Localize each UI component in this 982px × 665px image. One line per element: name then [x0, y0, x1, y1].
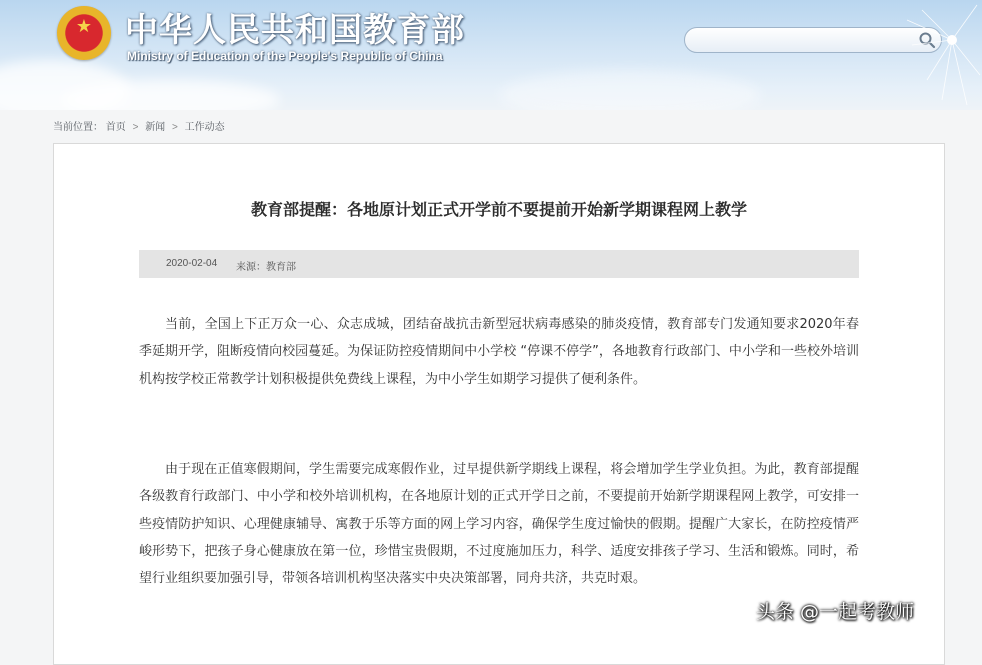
breadcrumb-news-link[interactable]: 新闻	[145, 122, 166, 133]
article-meta-bar	[139, 250, 859, 278]
breadcrumb-separator: >	[132, 122, 139, 133]
dandelion-icon	[882, 0, 982, 110]
site-header	[0, 0, 982, 110]
breadcrumb	[53, 118, 225, 133]
article-paragraph: 由于现在正值寒假期间，学生需要完成寒假作业，过早提供新学期线上课程，将会增加学生学业负担。为此，教育部提醒各级教育行政部门、中小学和校外培训机构，在各地原计划的正式开学日之前，不要提前开始新学期课程网上教学，可安排一些疫情防护知识、心理健康辅导、寓教于乐等方面的网上学习内容，确保学生度过愉快的假期。提醒广大家长，在防控疫情严峻形势下，把孩子身心健康放在第一位，珍惜宝贵假期，不过度施加压力，科学、适度安排孩子学习、生活和锻炼。同时，希望行业组织要加强引导，带领各培训机构坚决落实中央决策部署，同舟共济，共克时艰。	[139, 462, 859, 587]
search-input[interactable]	[697, 31, 911, 51]
national-emblem-icon[interactable]: ★	[57, 6, 111, 60]
breadcrumb-work-news-link[interactable]: 工作动态	[184, 122, 225, 133]
article-title: 教育部提醒：各地原计划正式开学前不要提前开始新学期课程网上教学	[250, 200, 747, 219]
article-paragraph: 当前，全国上下正万众一心、众志成城，团结奋战抗击新型冠状病毒感染的肺炎疫情，教育部专门发通知要求2020年春季延期开学，阻断疫情向校园蔓延。为保证防控疫情期间中小学校 “停课不停学”，各地教育行政部门、中小学和一些校外培训机构按学校正常教学计划积极提供免费线上课程，为中小学生如期学习提供了便利条件。	[139, 317, 859, 387]
toutiao-watermark: 头条 @一起考教师	[756, 601, 915, 623]
site-title[interactable]: 中华人民共和国教育部	[125, 10, 465, 49]
breadcrumb-home-link[interactable]: 首页	[105, 122, 126, 133]
breadcrumb-separator: >	[171, 122, 178, 133]
article-date: 2020-02-04	[166, 258, 218, 269]
cloud-decoration	[500, 70, 760, 110]
breadcrumb-label: 当前位置：	[53, 122, 103, 133]
article-source: 来源：教育部	[236, 262, 296, 273]
site-subtitle: Ministry of Education of the People's Republic of China	[127, 49, 443, 63]
article-panel	[53, 143, 945, 665]
